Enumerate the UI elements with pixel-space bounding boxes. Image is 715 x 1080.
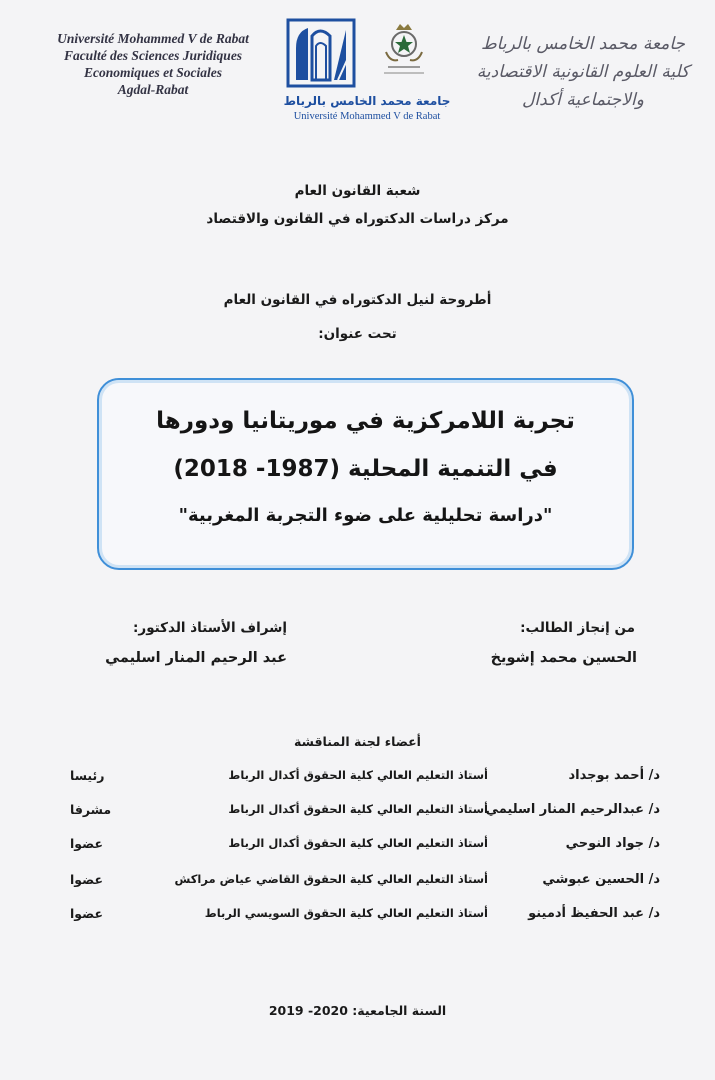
supervisor-name: عبد الرحيم المنار اسليمي <box>105 650 287 666</box>
member-role: عضوا <box>70 872 103 887</box>
student-name: الحسين محمد إشويخ <box>490 650 637 666</box>
supervisor-label: إشراف الأستاذ الدكتور: <box>133 620 287 636</box>
ar-header-line: جامعة محمد الخامس بالرباط <box>480 34 686 54</box>
committee-row <box>60 906 660 930</box>
student-label: من إنجاز الطالب: <box>520 620 635 636</box>
doctoral-center-name: مركز دراسات الدكتوراه في القانون والاقتصاد <box>206 211 509 227</box>
academic-year-label: السنة الجامعية: <box>352 1003 447 1018</box>
member-name: د/ الحسين عبوشي <box>542 872 660 887</box>
fr-header-line: Université Mohammed V de Rabat <box>57 31 249 46</box>
member-role: عضوا <box>70 836 103 851</box>
thesis-title-box <box>97 378 634 570</box>
crown-emblem-icon <box>372 22 436 80</box>
committee-row <box>60 802 660 826</box>
committee-row <box>60 768 660 792</box>
thesis-title-line: تجربة اللامركزية في موريتانيا ودورها <box>156 408 575 434</box>
ar-header-line: والاجتماعية أكدال <box>522 90 644 110</box>
member-position: أستاذ التعليم العالي كلية الحقوق أكدال الرباط <box>228 768 488 782</box>
arabic-institution-header <box>463 30 703 114</box>
title-intro: تحت عنوان: <box>318 326 397 342</box>
member-name: د/ عبدالرحيم المنار اسليمي <box>485 802 660 817</box>
committee-heading: أعضاء لجنة المناقشة <box>294 734 421 749</box>
fr-header-line: Agdal-Rabat <box>117 82 189 97</box>
academic-year <box>0 1003 715 1018</box>
academic-year-value: 2019 -2020 <box>268 1003 348 1018</box>
committee-row <box>60 872 660 896</box>
thesis-type: أطروحة لنيل الدكتوراه في القانون العام <box>223 292 492 308</box>
ar-header-line: كلية العلوم القانونية الاقتصادية <box>476 62 690 82</box>
department-name: شعبة القانون العام <box>294 183 421 199</box>
royal-emblem <box>372 22 436 80</box>
french-institution-header <box>28 30 278 98</box>
member-name: د/ عبد الحفيظ أدمينو <box>528 906 660 921</box>
logo-french-text: Université Mohammed V de Rabat <box>293 111 441 122</box>
member-role: عضوا <box>70 906 103 921</box>
university-logo-icon <box>286 18 356 90</box>
fr-header-line: Faculté des Sciences Juridiques <box>63 48 243 63</box>
member-name: د/ جواد النوحي <box>565 836 660 851</box>
member-position: أستاذ التعليم العالي كلية الحقوق أكدال الرباط <box>228 802 488 816</box>
fr-header-line: Economiques et Sociales <box>84 65 222 80</box>
member-position: أستاذ التعليم العالي كلية الحقوق السويسي الرباط <box>204 906 488 920</box>
thesis-subtitle: "دراسة تحليلية على ضوء التجربة المغربية" <box>178 505 553 526</box>
member-role: مشرفا <box>70 802 112 817</box>
thesis-title-line: في التنمية المحلية (1987- 2018) <box>173 456 558 482</box>
member-name: د/ أحمد بوجداد <box>568 768 660 783</box>
member-position: أستاذ التعليم العالي كلية الحقوق أكدال الرباط <box>228 836 488 850</box>
member-position: أستاذ التعليم العالي كلية الحقوق القاضي عياض مراكش <box>174 872 488 886</box>
member-role: رئيسا <box>70 768 105 783</box>
logo-arabic-text: جامعة محمد الخامس بالرباط <box>283 94 451 108</box>
committee-row <box>60 836 660 860</box>
